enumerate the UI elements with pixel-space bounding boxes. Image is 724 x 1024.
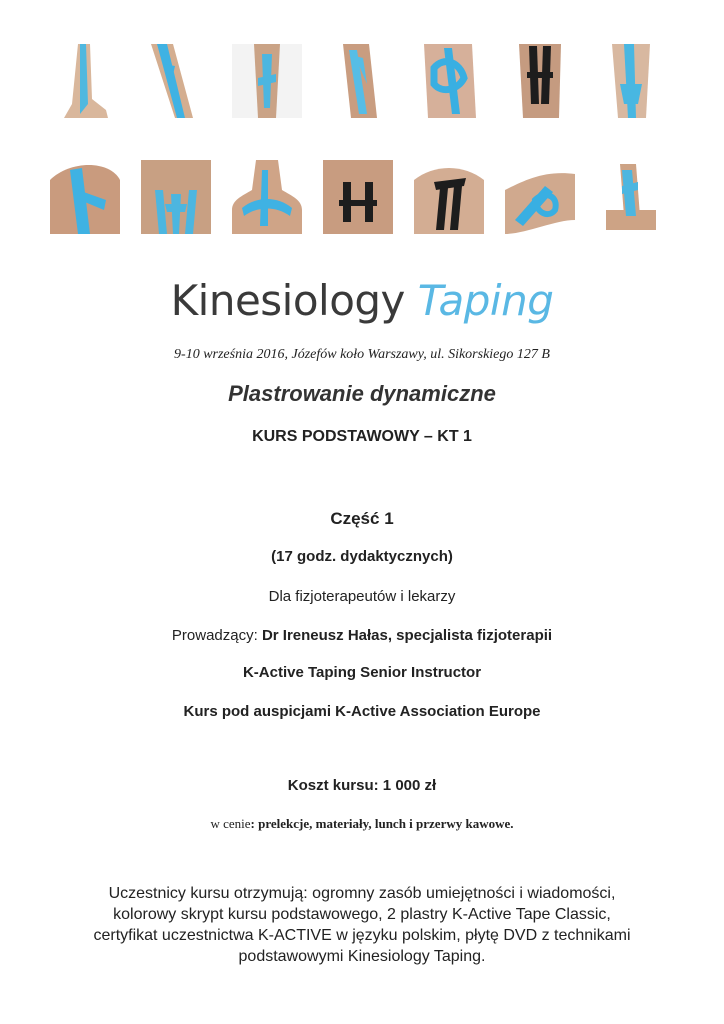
- tape-photo-wrist: [323, 44, 393, 118]
- instructor-title: K-Active Taping Senior Instructor: [242, 664, 482, 681]
- participants-line: Uczestnicy kursu otrzymują: ogromny zasób umiejętności i wiadomości,: [108, 885, 616, 902]
- tape-photo-calf-black: [505, 44, 575, 118]
- tape-photo-elbow: [232, 44, 302, 118]
- teaching-hours: (17 godz. dydaktycznych): [271, 548, 453, 565]
- tape-photo-forearm: [141, 44, 211, 118]
- leader-label: Prowadzący:: [171, 627, 258, 644]
- title-kinesiology: Kinesiology: [170, 276, 405, 325]
- course-name: KURS PODSTAWOWY – KT 1: [252, 428, 472, 445]
- tape-photo-ankle: [50, 44, 120, 118]
- tape-photo-leg: [505, 160, 575, 234]
- course-leader: [0, 627, 724, 644]
- date-location: 9-10 września 2016, Józefów koło Warszawy, ul. Sikorskiego 127 B: [174, 347, 550, 362]
- tape-photo-grid: [50, 44, 670, 234]
- includes-items: : prelekcje, materiały, lunch i przerwy kawowe.: [250, 816, 514, 831]
- participants-info: [40, 883, 684, 967]
- tape-photo-shoulder-black: [414, 160, 484, 234]
- tape-photo-neck: [232, 160, 302, 234]
- tape-photo-hand: [596, 160, 666, 234]
- title-taping: Taping: [417, 276, 554, 325]
- participants-line: certyfikat uczestnictwa K-ACTIVE w języku polskim, płytę DVD z technikami: [93, 927, 631, 944]
- auspices-note: Kurs pod auspicjami K-Active Association Europe: [183, 703, 541, 720]
- price-includes: [0, 816, 724, 832]
- tape-photo-knee: [414, 44, 484, 118]
- tape-photo-thigh: [596, 44, 666, 118]
- tape-photo-lower-back: [141, 160, 211, 234]
- target-audience: Dla fizjoterapeutów i lekarzy: [268, 588, 456, 605]
- includes-label: w cenie: [210, 816, 251, 831]
- subtitle: Plastrowanie dynamiczne: [228, 381, 496, 406]
- leader-name: Dr Ireneusz Hałas, specjalista fizjoterapii: [261, 627, 553, 644]
- tape-photo-back-black: [323, 160, 393, 234]
- page-title: [0, 276, 724, 325]
- part-heading: Część 1: [330, 509, 394, 528]
- course-cost: Koszt kursu: 1 000 zł: [287, 777, 437, 794]
- tape-photo-hip: [50, 160, 120, 234]
- participants-line: kolorowy skrypt kursu podstawowego, 2 plastry K-Active Tape Classic,: [113, 906, 611, 923]
- participants-line: podstawowymi Kinesiology Taping.: [238, 948, 486, 965]
